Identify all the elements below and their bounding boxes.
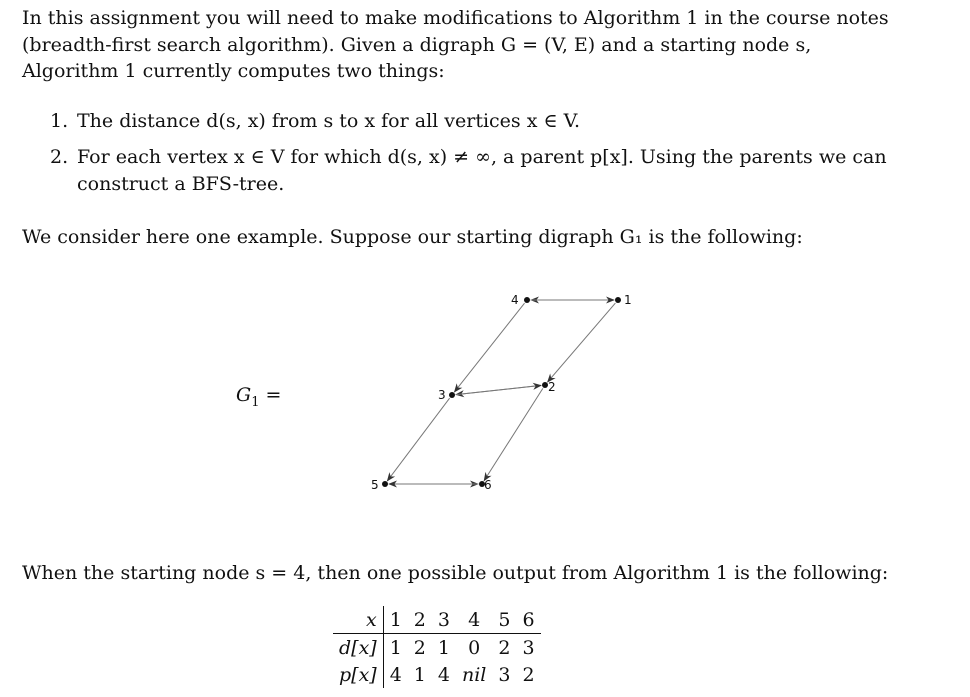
graph-label: $G_1$ = (236, 384, 282, 410)
table-cell: 3 (522, 636, 535, 659)
table-cell: 3 (498, 663, 511, 686)
list-text: For each vertex x ∈ V for which d(s, x) ≠ ∞, a parent p[x]. Using the parents we can construct a BFS-tree. (77, 146, 887, 195)
table-cell: 2 (413, 636, 426, 659)
table-row (333, 634, 541, 662)
edge-3-to-5 (387, 398, 449, 481)
table-cell: 4 (389, 663, 402, 686)
example-paragraph: We consider here one example. Suppose our starting digraph G₁ is the following: (22, 226, 803, 248)
bfs-output-table (333, 606, 541, 688)
intro-paragraph: In this assignment you will need to make modifications to Algorithm 1 in the course notes (breadth-first search algorithm). Given a digraph G = (V, E) and a starting node s, Algorithm 1 currently computes two things: (22, 7, 889, 82)
table-cell: 3 (432, 606, 456, 634)
node-label-2: 2 (548, 380, 556, 394)
node-1 (615, 297, 621, 303)
node-3 (449, 392, 455, 398)
table-cell: 1 (437, 636, 450, 659)
table-cell: 1 (389, 636, 402, 659)
when-paragraph: When the starting node s = 4, then one possible output from Algorithm 1 is the following: (22, 562, 889, 584)
row-header: x (333, 606, 383, 634)
table-cell: 4 (456, 606, 492, 634)
edge-3-to-2 (456, 385, 541, 394)
edge-4-to-3 (454, 303, 524, 392)
table-cell: 2 (408, 606, 432, 634)
table-cell: nil (461, 663, 487, 686)
node-label-5: 5 (371, 478, 379, 492)
list-text: The distance d(s, x) from s to x for all vertices x ∈ V. (77, 110, 581, 132)
list-number: 2. (50, 146, 69, 168)
node-label-4: 4 (511, 293, 519, 307)
edge-1-to-2 (548, 303, 616, 382)
table-row (333, 606, 541, 634)
table-cell: 1 (413, 663, 426, 686)
table-row (333, 661, 541, 688)
row-header: d[x] (333, 634, 383, 662)
node-label-6: 6 (484, 478, 492, 492)
table-cell: 0 (468, 636, 481, 659)
node-label-1: 1 (624, 293, 632, 307)
edge-2-to-6 (484, 388, 543, 480)
node-label-3: 3 (438, 388, 446, 402)
list-number: 1. (50, 110, 69, 132)
table-cell: 2 (498, 636, 511, 659)
node-5 (382, 481, 388, 487)
table-cell: 2 (522, 663, 535, 686)
table-cell: 1 (383, 606, 408, 634)
table-cell: 4 (437, 663, 450, 686)
table-cell: 6 (516, 606, 540, 634)
node-4 (524, 297, 530, 303)
table-cell: 5 (492, 606, 516, 634)
row-header: p[x] (333, 661, 383, 688)
